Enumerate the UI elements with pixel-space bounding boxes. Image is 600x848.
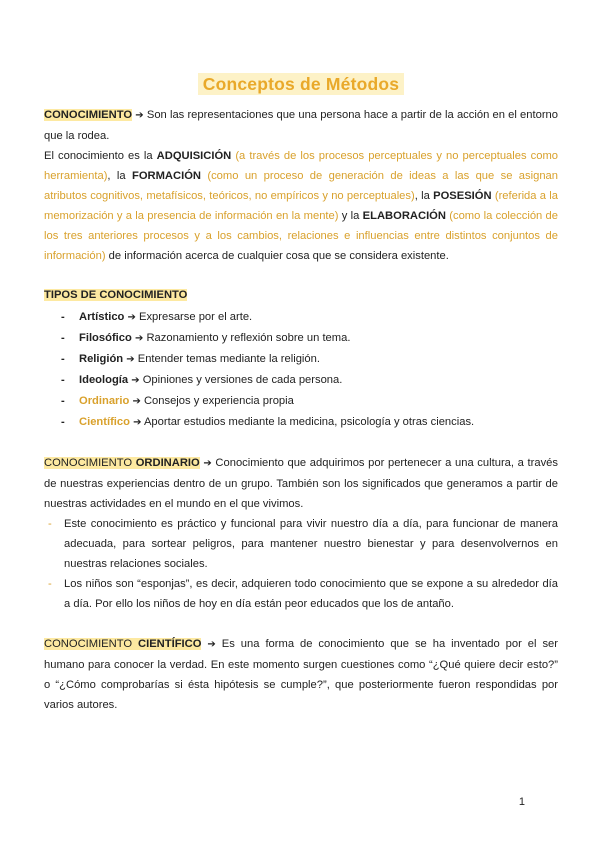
type-desc: Aportar estudios mediante la medicina, psicología y otras ciencias. bbox=[141, 416, 475, 428]
cientifico-text: Es una forma de conocimiento que se ha inventado por el ser humano para conocer la verdad. En este momento surgen cuestiones como “¿Qué quiere decir esto?” o “¿Cómo comprobarías si ésta hipótesis se cumple?”, que posteriormente fueron respondidas por varios autores. bbox=[44, 638, 559, 711]
list-item bbox=[44, 370, 558, 391]
arrow-icon: ➔ bbox=[135, 110, 144, 121]
dash-marker: - bbox=[61, 311, 65, 323]
dash-marker: - bbox=[48, 518, 52, 530]
page-number: 1 bbox=[518, 796, 525, 808]
intro-definition-text: Son las representaciones que una persona hace a partir de la acción en el entorno que la rodea. bbox=[44, 109, 558, 142]
term-posesion: POSESIÓN bbox=[433, 190, 492, 202]
term-conocimiento: CONOCIMIENTO bbox=[44, 109, 133, 121]
cientifico-section bbox=[44, 634, 558, 715]
note-adquisicion: (a través de los procesos perceptuales y no perceptuales como herramienta) bbox=[44, 150, 558, 182]
arrow-icon: ➔ bbox=[134, 333, 144, 344]
arrow-icon: ➔ bbox=[133, 417, 142, 428]
ordinario-bullets bbox=[44, 514, 558, 614]
arrow-icon: ➔ bbox=[207, 639, 216, 650]
dash-marker: - bbox=[61, 416, 65, 428]
list-item bbox=[44, 349, 558, 370]
intro-processes bbox=[44, 146, 558, 266]
type-name: Científico bbox=[79, 416, 130, 428]
note-posesion: (referida a la memorización y a la presencia de información en la mente) bbox=[44, 190, 558, 222]
cientifico-heading bbox=[44, 638, 201, 650]
arrow-icon: ➔ bbox=[132, 396, 141, 407]
page-title: Conceptos de Métodos bbox=[198, 73, 405, 95]
type-name: Filosófico bbox=[79, 332, 132, 344]
term-elaboracion: ELABORACIÓN bbox=[362, 210, 446, 222]
types-heading: TIPOS DE CONOCIMIENTO bbox=[44, 289, 188, 301]
connector-1: , la bbox=[107, 170, 132, 182]
type-name: Ordinario bbox=[79, 395, 130, 407]
connector-2: , la bbox=[414, 190, 434, 202]
dash-marker: - bbox=[61, 332, 65, 344]
dash-marker: - bbox=[61, 395, 65, 407]
ordinario-prefix: CONOCIMIENTO bbox=[44, 457, 136, 469]
list-item bbox=[44, 307, 558, 328]
intro-tail: de información acerca de cualquier cosa que se considera existente. bbox=[105, 250, 449, 262]
type-desc: Consejos y experiencia propia bbox=[140, 395, 294, 407]
types-section bbox=[44, 285, 558, 305]
term-adquisicion: ADQUISICIÓN bbox=[156, 150, 232, 162]
cientifico-term: CIENTÍFICO bbox=[138, 638, 202, 650]
ordinario-section bbox=[44, 453, 558, 514]
cientifico-prefix: CONOCIMIENTO bbox=[44, 638, 139, 650]
connector-3: y la bbox=[338, 210, 363, 222]
type-desc: Razonamiento y reflexión sobre un tema. bbox=[143, 332, 351, 344]
arrow-icon: ➔ bbox=[203, 458, 212, 469]
list-item bbox=[44, 328, 558, 349]
dash-marker: - bbox=[61, 353, 65, 365]
ordinario-heading bbox=[44, 457, 200, 469]
title-container bbox=[44, 73, 558, 95]
document-page bbox=[44, 0, 558, 715]
arrow-icon: ➔ bbox=[126, 354, 135, 365]
type-desc: Entender temas mediante la religión. bbox=[134, 353, 320, 365]
list-item bbox=[44, 412, 558, 433]
type-name: Religión bbox=[79, 353, 124, 365]
type-desc: Expresarse por el arte. bbox=[135, 311, 253, 323]
types-list bbox=[44, 307, 558, 433]
ordinario-text: Conocimiento que adquirimos por pertenecer a una cultura, a través de nuestras experiencias dentro de un grupo. También son los significados que generamos a partir de nuestras actividades en el mundo en el que vivimos. bbox=[44, 457, 558, 510]
bullet-text: Los niños son “esponjas”, es decir, adquieren todo conocimiento que se expone a su alrededor día a día. Por ello los niños de hoy en día están peor educados que los de antaño. bbox=[64, 578, 558, 610]
type-name: Ideología bbox=[79, 374, 129, 386]
ordinario-term: ORDINARIO bbox=[135, 457, 200, 469]
intro-lead: El conocimiento es la bbox=[44, 150, 157, 162]
note-formacion: (como un proceso de generación de ideas a las que se asignan atributos cognitivos, metafísicos, teóricos, no empíricos y no perceptuales) bbox=[44, 170, 558, 202]
list-item bbox=[44, 574, 558, 614]
term-formacion: FORMACIÓN bbox=[132, 170, 201, 182]
type-name: Artístico bbox=[79, 311, 125, 323]
note-elaboracion: (como la colección de los tres anteriores procesos y a los cambios, relaciones e influencias entre distintos conjuntos de información) bbox=[44, 210, 558, 262]
list-item bbox=[44, 391, 558, 412]
list-item bbox=[44, 514, 558, 574]
dash-marker: - bbox=[48, 578, 52, 590]
arrow-icon: ➔ bbox=[127, 312, 136, 323]
type-desc: Opiniones y versiones de cada persona. bbox=[139, 374, 343, 386]
bullet-text: Este conocimiento es práctico y funcional para vivir nuestro día a día, para funcionar de manera adecuada, para sortear peligros, para mantener nuestro bienestar y para desenvolvernos en nuestras relaciones sociales. bbox=[64, 518, 558, 570]
dash-marker: - bbox=[61, 374, 65, 386]
arrow-icon: ➔ bbox=[131, 375, 140, 386]
intro-definition bbox=[44, 105, 558, 146]
